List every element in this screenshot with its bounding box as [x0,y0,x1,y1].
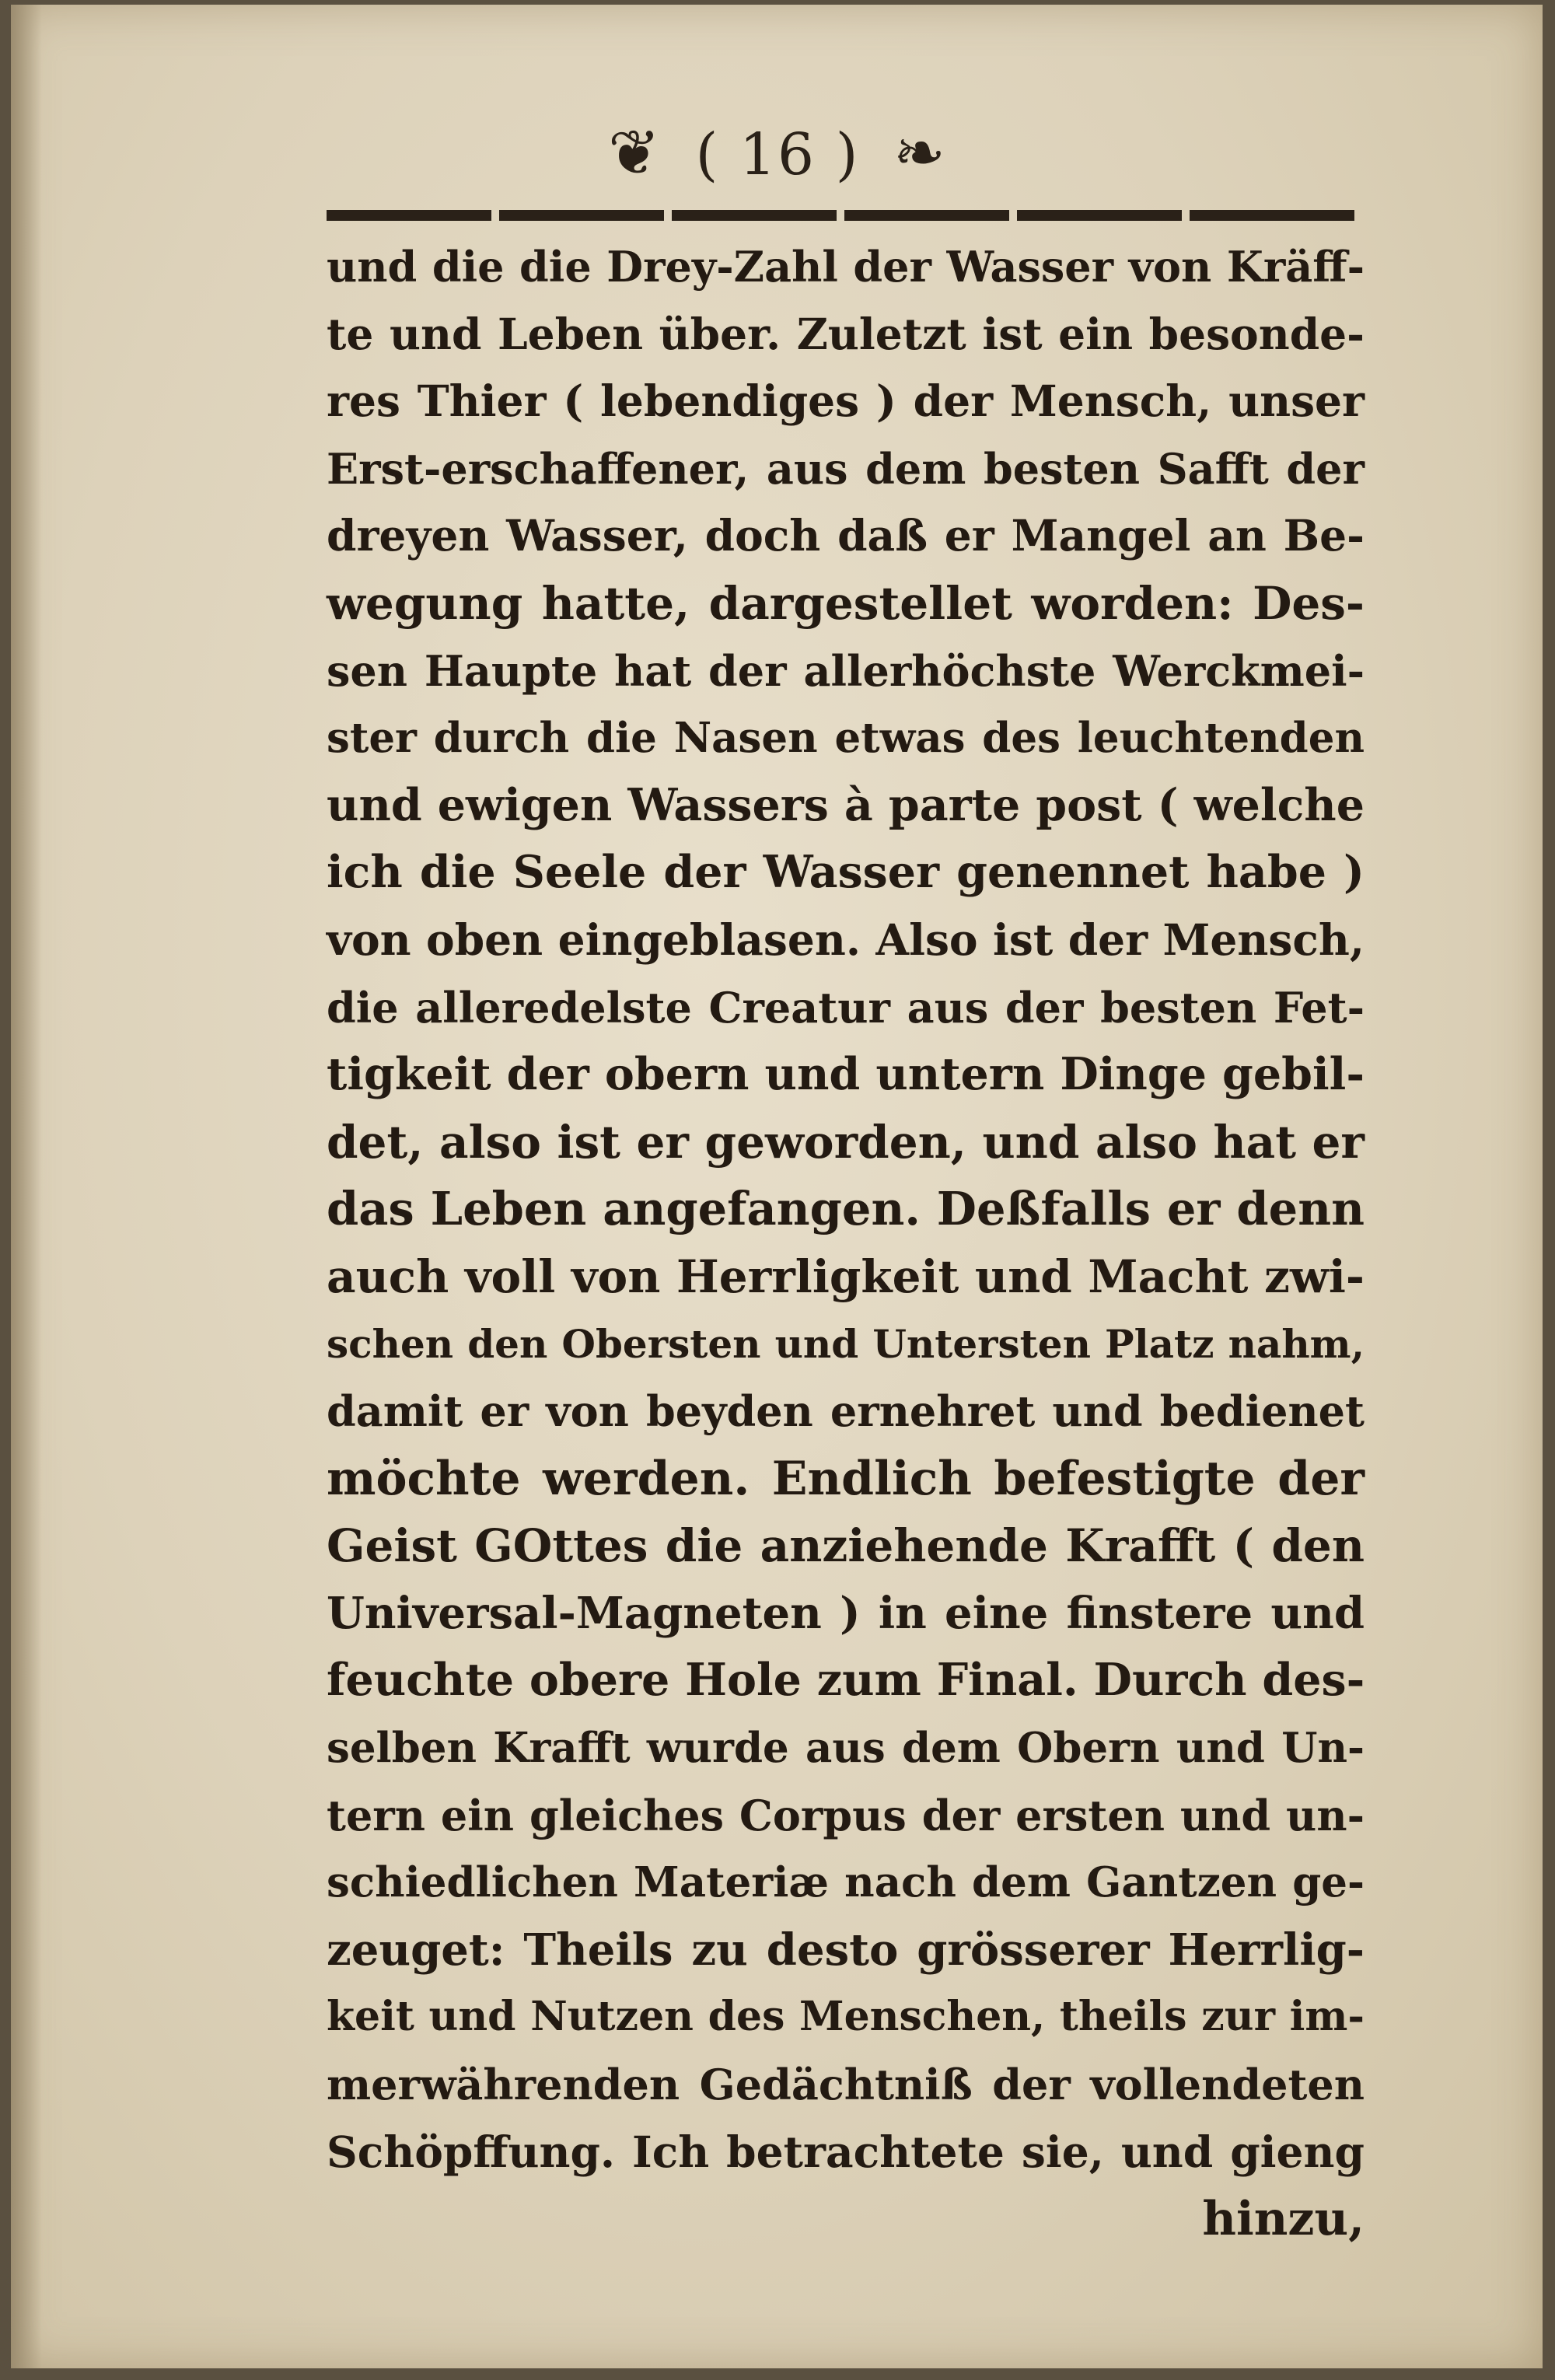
text-line: schen den Obersten und Untersten Platz nahm, [327,1320,1365,1367]
text-line: das Leben angefangen. Deßfalls er denn [327,1182,1365,1236]
text-line: det, also ist er geworden, und also hat er [327,1115,1365,1169]
text-line: te und Leben über. Zuletzt ist ein besonde- [327,308,1365,359]
text-line: ich die Seele der Wasser genennet habe ) [327,846,1365,899]
page-gutter-shadow [11,5,42,2368]
text-line: wegung hatte, dargestellet worden: Des- [327,576,1365,630]
text-line: die alleredelste Creatur aus der besten Fet- [327,982,1365,1033]
text-line: merwährenden Gedächtniß der vollendeten [327,2060,1365,2110]
header-rule [327,210,1361,221]
text-line: möchte werden. Endlich befestigte der [327,1451,1365,1506]
text-line: dreyen Wasser, doch daß er Mangel an Be- [327,510,1365,561]
text-line: und die die Drey-Zahl der Wasser von Kräff- [327,242,1365,292]
text-line: auch voll von Herrligkeit und Macht zwi- [327,1249,1365,1303]
text-line: keit und Nutzen des Menschen, theils zur im- [327,1993,1365,2041]
text-line: tigkeit der obern und untern Dinge gebil- [327,1048,1365,1101]
text-line: tern ein gleiches Corpus der ersten und un- [327,1790,1365,1840]
text-line: von oben eingeblasen. Also ist der Mensch, [327,914,1365,965]
text-line: zeuget: Theils zu desto grösserer Herrlig- [327,1924,1365,1976]
text-line: und ewigen Wassers à parte post ( welche [327,778,1365,831]
text-line: Erst-erschaffener, aus dem besten Safft der [327,443,1365,494]
text-line: schiedlichen Materiæ nach dem Gantzen ge- [327,1858,1365,1907]
text-line: Geist GOttes die anziehende Krafft ( den [327,1519,1365,1573]
text-line: feuchte obere Hole zum Final. Durch des- [327,1654,1365,1707]
right-ornament-icon: ❧ [893,117,948,189]
text-line: ster durch die Nasen etwas des leuchtenden [327,714,1365,763]
page-header [0,117,1555,189]
body-text [327,233,1365,2253]
page-number: ( 16 ) [695,121,860,188]
catchword: hinzu, [1202,2192,1365,2247]
text-line: Universal-Magneten ) in eine finstere und [327,1587,1365,1639]
left-ornament-icon: ❦ [607,117,662,189]
text-line: Schöpffung. Ich betrachtete sie, und gieng [327,2126,1365,2177]
text-line: damit er von beyden ernehret und bedienet [327,1386,1365,1437]
text-line: res Thier ( lebendiges ) der Mensch, unser [327,376,1365,427]
text-line: sen Haupte hat der allerhöchste Werckmei- [327,645,1365,696]
text-line: selben Krafft wurde aus dem Obern und Un- [327,1724,1365,1773]
